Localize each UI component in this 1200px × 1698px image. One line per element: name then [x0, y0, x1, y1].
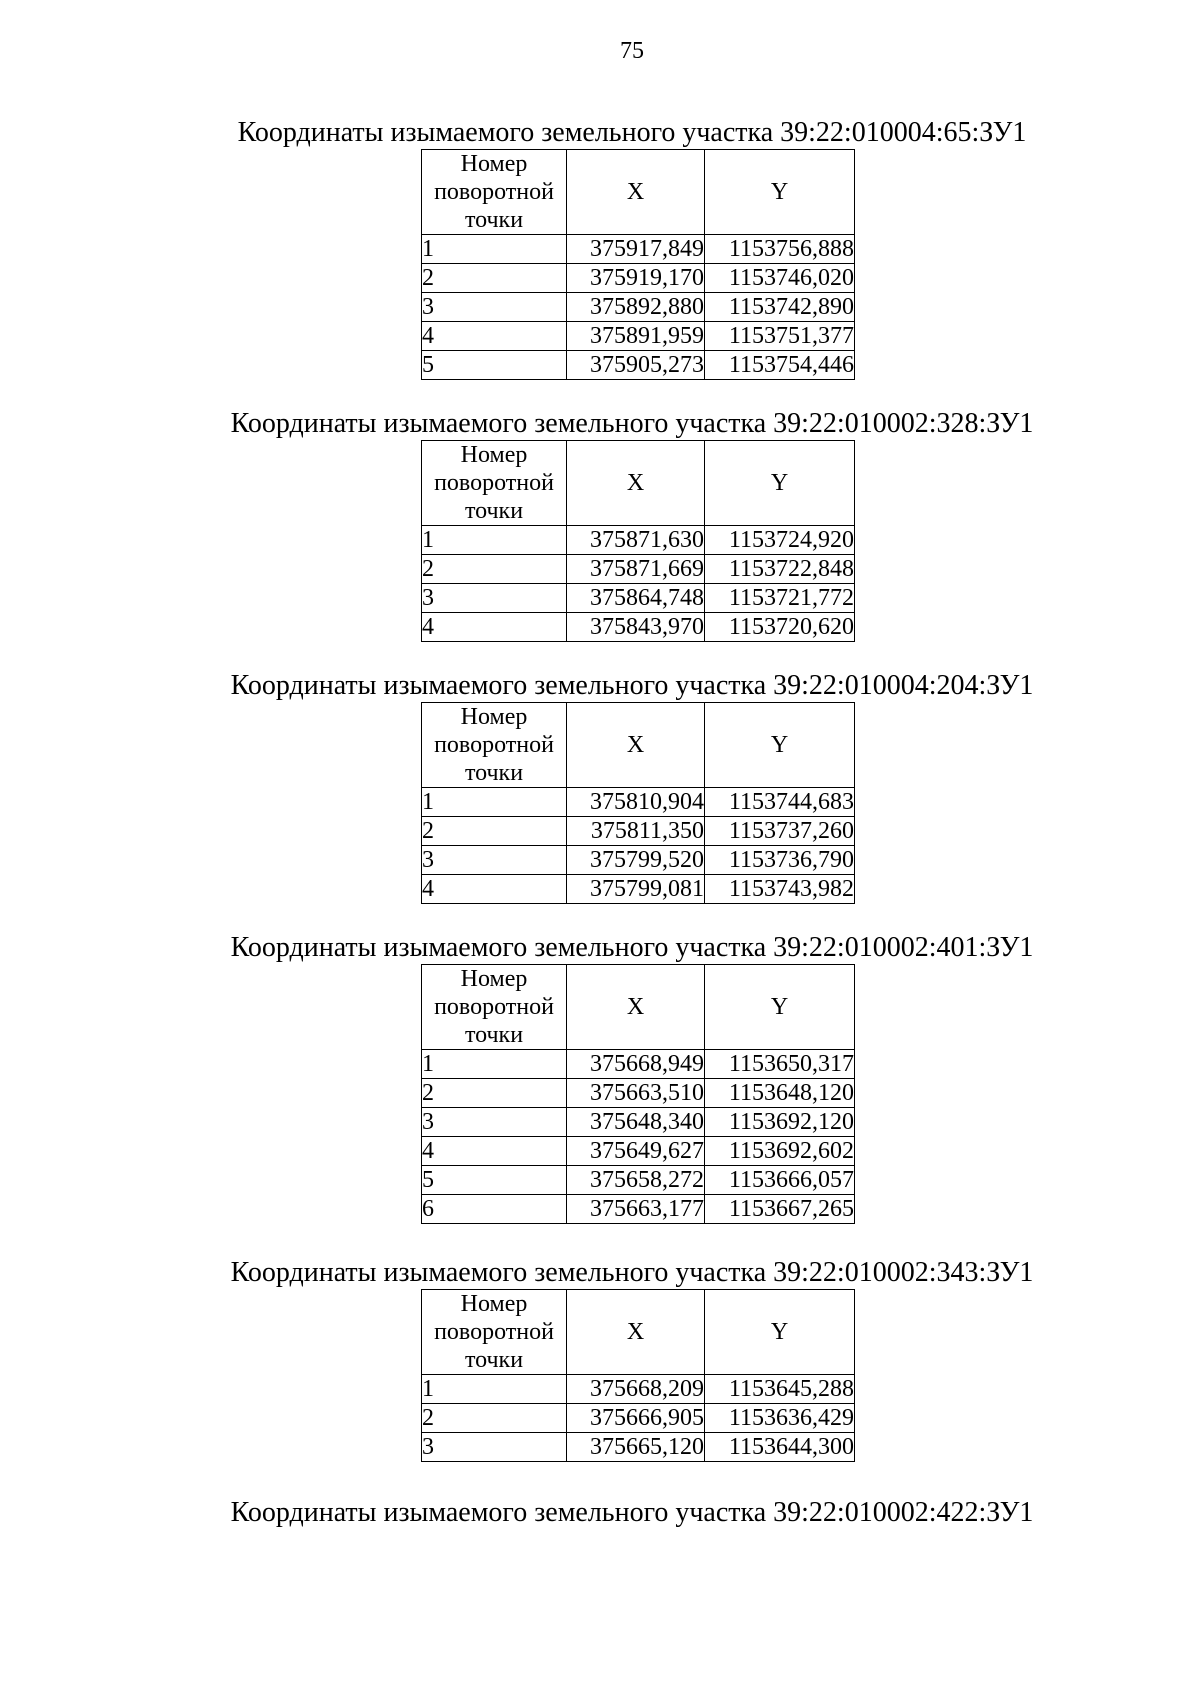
table-row [422, 235, 855, 264]
table-row [422, 1137, 855, 1166]
table-row [422, 322, 855, 351]
point-number-cell: 2 [422, 1079, 567, 1108]
point-number-cell: 1 [422, 1375, 567, 1404]
point-number-cell: 3 [422, 293, 567, 322]
section-title: Координаты изымаемого земельного участка 39:22:010002:328:ЗУ1 [230, 408, 1034, 439]
table-row [422, 293, 855, 322]
coordinates-section [0, 1257, 1200, 1462]
coordinates-section [0, 670, 1200, 904]
header-y: Y [705, 703, 855, 788]
header-point-number: Номер поворотной точки [422, 1290, 567, 1375]
table-row [422, 817, 855, 846]
table-row [422, 1108, 855, 1137]
table-row [422, 846, 855, 875]
point-number-cell: 1 [422, 788, 567, 817]
y-cell: 1153754,446 [705, 351, 855, 380]
coordinates-table [421, 1289, 855, 1462]
point-number-cell: 4 [422, 875, 567, 904]
section-title: Координаты изымаемого земельного участка 39:22:010002:401:ЗУ1 [230, 932, 1034, 963]
coordinates-table [421, 440, 855, 642]
point-number-cell: 5 [422, 351, 567, 380]
point-number-cell: 2 [422, 555, 567, 584]
y-cell: 1153644,300 [705, 1433, 855, 1462]
table-row [422, 788, 855, 817]
coordinates-table [421, 702, 855, 904]
section-title: Координаты изымаемого земельного участка 39:22:010004:204:ЗУ1 [230, 670, 1034, 701]
section-title: Координаты изымаемого земельного участка 39:22:010002:343:ЗУ1 [230, 1257, 1034, 1288]
point-number-cell: 4 [422, 613, 567, 642]
y-cell: 1153743,982 [705, 875, 855, 904]
table-header-row [422, 150, 855, 235]
coordinates-section [0, 117, 1200, 380]
header-point-number: Номер поворотной точки [422, 150, 567, 235]
point-number-cell: 3 [422, 1108, 567, 1137]
point-number-cell: 6 [422, 1195, 567, 1224]
header-point-number: Номер поворотной точки [422, 965, 567, 1050]
table-row [422, 264, 855, 293]
point-number-cell: 3 [422, 584, 567, 613]
table-header-row [422, 1290, 855, 1375]
y-cell: 1153692,120 [705, 1108, 855, 1137]
table-row [422, 1375, 855, 1404]
x-cell: 375663,177 [567, 1195, 705, 1224]
y-cell: 1153736,790 [705, 846, 855, 875]
header-y: Y [705, 441, 855, 526]
table-row [422, 1433, 855, 1462]
y-cell: 1153692,602 [705, 1137, 855, 1166]
y-cell: 1153667,265 [705, 1195, 855, 1224]
x-cell: 375871,669 [567, 555, 705, 584]
x-cell: 375658,272 [567, 1166, 705, 1195]
y-cell: 1153737,260 [705, 817, 855, 846]
y-cell: 1153744,683 [705, 788, 855, 817]
y-cell: 1153722,848 [705, 555, 855, 584]
y-cell: 1153746,020 [705, 264, 855, 293]
x-cell: 375864,748 [567, 584, 705, 613]
x-cell: 375811,350 [567, 817, 705, 846]
point-number-cell: 2 [422, 817, 567, 846]
point-number-cell: 1 [422, 526, 567, 555]
x-cell: 375799,520 [567, 846, 705, 875]
point-number-cell: 1 [422, 235, 567, 264]
coordinates-table [421, 149, 855, 380]
y-cell: 1153751,377 [705, 322, 855, 351]
table-row [422, 584, 855, 613]
y-cell: 1153721,772 [705, 584, 855, 613]
x-cell: 375666,905 [567, 1404, 705, 1433]
x-cell: 375665,120 [567, 1433, 705, 1462]
point-number-cell: 2 [422, 1404, 567, 1433]
table-header-row [422, 441, 855, 526]
header-x: X [567, 1290, 705, 1375]
point-number-cell: 3 [422, 1433, 567, 1462]
x-cell: 375648,340 [567, 1108, 705, 1137]
coordinates-section [0, 932, 1200, 1224]
table-header-row [422, 965, 855, 1050]
point-number-cell: 1 [422, 1050, 567, 1079]
header-y: Y [705, 1290, 855, 1375]
y-cell: 1153636,429 [705, 1404, 855, 1433]
x-cell: 375892,880 [567, 293, 705, 322]
table-row [422, 526, 855, 555]
y-cell: 1153650,317 [705, 1050, 855, 1079]
x-cell: 375871,630 [567, 526, 705, 555]
page-number: 75 [620, 38, 644, 64]
point-number-cell: 4 [422, 322, 567, 351]
coordinates-section [0, 408, 1200, 642]
header-y: Y [705, 965, 855, 1050]
x-cell: 375919,170 [567, 264, 705, 293]
coordinates-section [0, 1497, 1200, 1529]
table-row [422, 1050, 855, 1079]
header-y: Y [705, 150, 855, 235]
table-row [422, 1404, 855, 1433]
y-cell: 1153648,120 [705, 1079, 855, 1108]
header-x: X [567, 150, 705, 235]
point-number-cell: 2 [422, 264, 567, 293]
y-cell: 1153756,888 [705, 235, 855, 264]
x-cell: 375649,627 [567, 1137, 705, 1166]
table-row [422, 1166, 855, 1195]
table-row [422, 1195, 855, 1224]
y-cell: 1153666,057 [705, 1166, 855, 1195]
y-cell: 1153742,890 [705, 293, 855, 322]
table-row [422, 1079, 855, 1108]
x-cell: 375799,081 [567, 875, 705, 904]
x-cell: 375810,904 [567, 788, 705, 817]
y-cell: 1153720,620 [705, 613, 855, 642]
table-header-row [422, 703, 855, 788]
header-x: X [567, 441, 705, 526]
table-row [422, 613, 855, 642]
x-cell: 375668,209 [567, 1375, 705, 1404]
header-point-number: Номер поворотной точки [422, 441, 567, 526]
table-row [422, 555, 855, 584]
x-cell: 375917,849 [567, 235, 705, 264]
y-cell: 1153645,288 [705, 1375, 855, 1404]
section-title: Координаты изымаемого земельного участка 39:22:010004:65:ЗУ1 [237, 117, 1027, 148]
section-title: Координаты изымаемого земельного участка 39:22:010002:422:ЗУ1 [230, 1497, 1034, 1528]
x-cell: 375891,959 [567, 322, 705, 351]
table-row [422, 351, 855, 380]
point-number-cell: 4 [422, 1137, 567, 1166]
x-cell: 375905,273 [567, 351, 705, 380]
point-number-cell: 5 [422, 1166, 567, 1195]
y-cell: 1153724,920 [705, 526, 855, 555]
x-cell: 375843,970 [567, 613, 705, 642]
header-x: X [567, 703, 705, 788]
point-number-cell: 3 [422, 846, 567, 875]
x-cell: 375663,510 [567, 1079, 705, 1108]
x-cell: 375668,949 [567, 1050, 705, 1079]
table-row [422, 875, 855, 904]
header-x: X [567, 965, 705, 1050]
coordinates-table [421, 964, 855, 1224]
header-point-number: Номер поворотной точки [422, 703, 567, 788]
